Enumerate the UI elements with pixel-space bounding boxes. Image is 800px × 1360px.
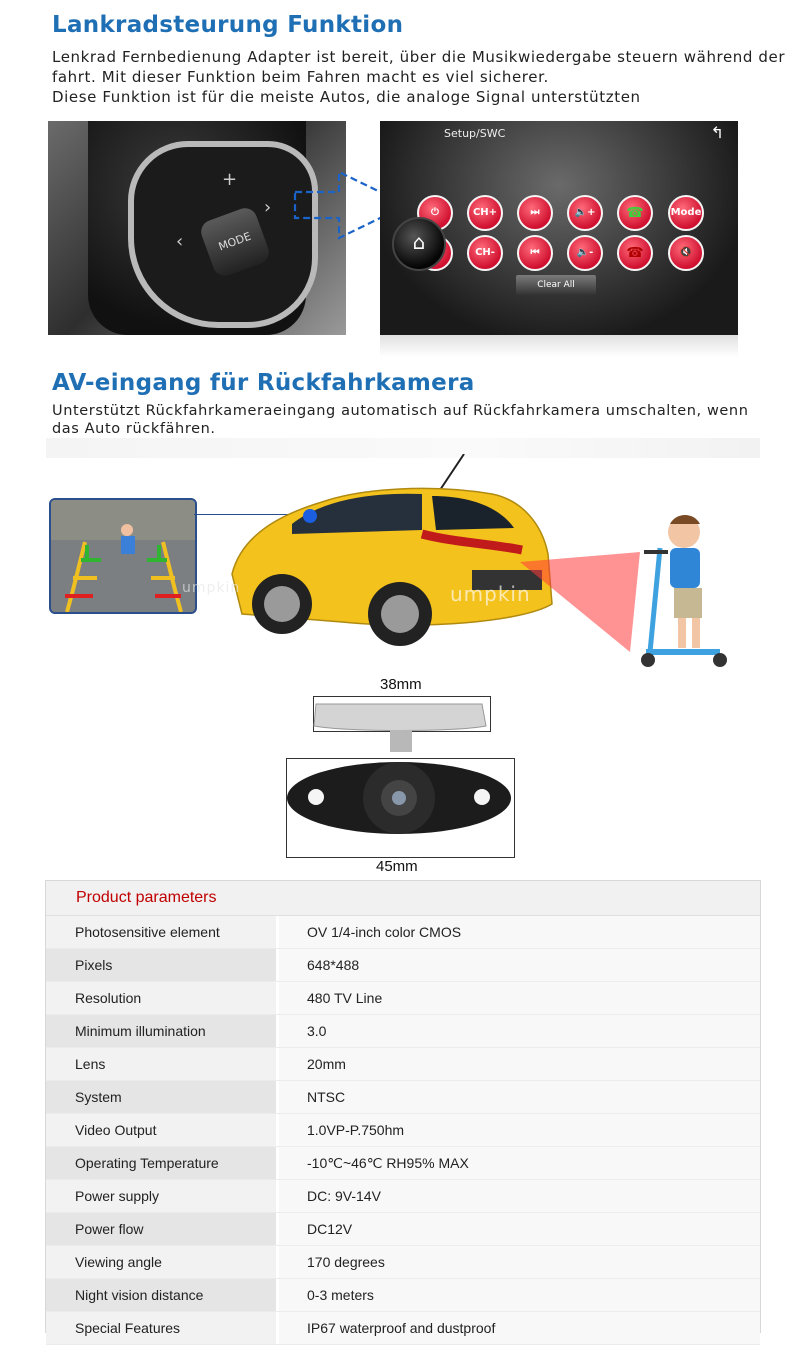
table-title: Product parameters: [46, 881, 760, 916]
clear-all-button[interactable]: Clear All: [516, 275, 596, 295]
param-value: 480 TV Line: [279, 982, 760, 1014]
param-label: Photosensitive element: [46, 916, 279, 948]
param-value: IP67 waterproof and dustproof: [279, 1312, 760, 1344]
plus-icon: +: [222, 169, 238, 190]
volume-down-button[interactable]: 🔈-: [567, 235, 603, 271]
call-answer-button[interactable]: ☎: [617, 195, 653, 231]
prev-track-button[interactable]: ⏮: [517, 235, 553, 271]
screen-reflection: [380, 335, 738, 357]
param-label: Night vision distance: [46, 1279, 279, 1311]
param-value: 20mm: [279, 1048, 760, 1080]
table-row: [46, 916, 760, 949]
param-label: Minimum illumination: [46, 1015, 279, 1047]
param-value: NTSC: [279, 1081, 760, 1113]
table-row: [46, 1312, 760, 1345]
child-on-scooter-image: [620, 512, 740, 672]
power-button[interactable]: ⏻: [417, 195, 453, 231]
param-label: Operating Temperature: [46, 1147, 279, 1179]
table-row: [46, 1048, 760, 1081]
section2-line: das Auto rückfähren.: [52, 421, 216, 437]
mode-button: MODE: [198, 205, 272, 279]
table-row: [46, 1246, 760, 1279]
param-value: 1.0VP-P.750hm: [279, 1114, 760, 1146]
next-track-button[interactable]: ⏭: [517, 195, 553, 231]
param-value: 0-3 meters: [279, 1279, 760, 1311]
ch-plus-button[interactable]: CH+: [467, 195, 503, 231]
param-label: Viewing angle: [46, 1246, 279, 1278]
table-row: [46, 1213, 760, 1246]
table-row: [46, 1147, 760, 1180]
param-label: Special Features: [46, 1312, 279, 1344]
param-value: OV 1/4-inch color CMOS: [279, 916, 760, 948]
param-value: -10℃~46℃ RH95% MAX: [279, 1147, 760, 1179]
section1-line: Diese Funktion ist für die meiste Autos, die analoge Signal unterstützten: [52, 88, 641, 106]
chevron-left-icon: ‹: [176, 231, 184, 252]
screen-title: Setup/SWC: [444, 127, 506, 140]
swc-screen: [380, 121, 738, 335]
mute-button[interactable]: 🔇: [668, 235, 704, 271]
table-row: [46, 982, 760, 1015]
section1-text: [52, 47, 785, 107]
section1-line: fahrt. Mit dieser Funktion beim Fahren macht es viel sicherer.: [52, 68, 549, 86]
dimension-bottom-label: 45mm: [376, 858, 418, 875]
parking-guide-lines: [51, 500, 195, 612]
section1-title: Lankradsteurung Funktion: [52, 12, 404, 38]
table-row: [46, 1015, 760, 1048]
param-value: 648*488: [279, 949, 760, 981]
brand-watermark-small: umpkin: [182, 580, 241, 596]
param-value: 3.0: [279, 1015, 760, 1047]
param-label: System: [46, 1081, 279, 1113]
ch-minus-button[interactable]: CH-: [467, 235, 503, 271]
section2-text: [52, 402, 749, 438]
table-row: [46, 1081, 760, 1114]
dimension-top-label: 38mm: [380, 676, 422, 693]
back-arrow-icon[interactable]: ↰: [710, 123, 724, 142]
brand-watermark: umpkin: [450, 582, 531, 606]
yellow-car-image: [222, 454, 562, 654]
table-row: [46, 1279, 760, 1312]
param-label: Power supply: [46, 1180, 279, 1212]
mode-button[interactable]: Mode: [668, 195, 704, 231]
product-parameters-table: [45, 880, 761, 1336]
table-row: [46, 1180, 760, 1213]
backup-camera-image: [286, 700, 513, 850]
table-body: [46, 916, 760, 1345]
rear-camera-preview: [49, 498, 197, 614]
call-hangup-button[interactable]: ☎: [617, 235, 653, 271]
param-label: Power flow: [46, 1213, 279, 1245]
param-label: Lens: [46, 1048, 279, 1080]
table-row: [46, 1114, 760, 1147]
volume-up-button[interactable]: 🔈+: [567, 195, 603, 231]
param-label: Pixels: [46, 949, 279, 981]
section1-line: Lenkrad Fernbedienung Adapter ist bereit, über die Musikwiedergabe steuern während der: [52, 48, 786, 66]
param-label: Resolution: [46, 982, 279, 1014]
home-button[interactable]: ⌂: [392, 217, 446, 271]
param-label: Video Output: [46, 1114, 279, 1146]
param-value: DC: 9V-14V: [279, 1180, 760, 1212]
table-row: [46, 949, 760, 982]
param-value: 170 degrees: [279, 1246, 760, 1278]
section2-line: Unterstützt Rückfahrkameraeingang automatisch auf Rückfahrkamera umschalten, wenn: [52, 403, 749, 419]
param-value: DC12V: [279, 1213, 760, 1245]
section2-title: AV-eingang für Rückfahrkamera: [52, 370, 475, 396]
chevron-right-icon: ›: [264, 197, 272, 218]
